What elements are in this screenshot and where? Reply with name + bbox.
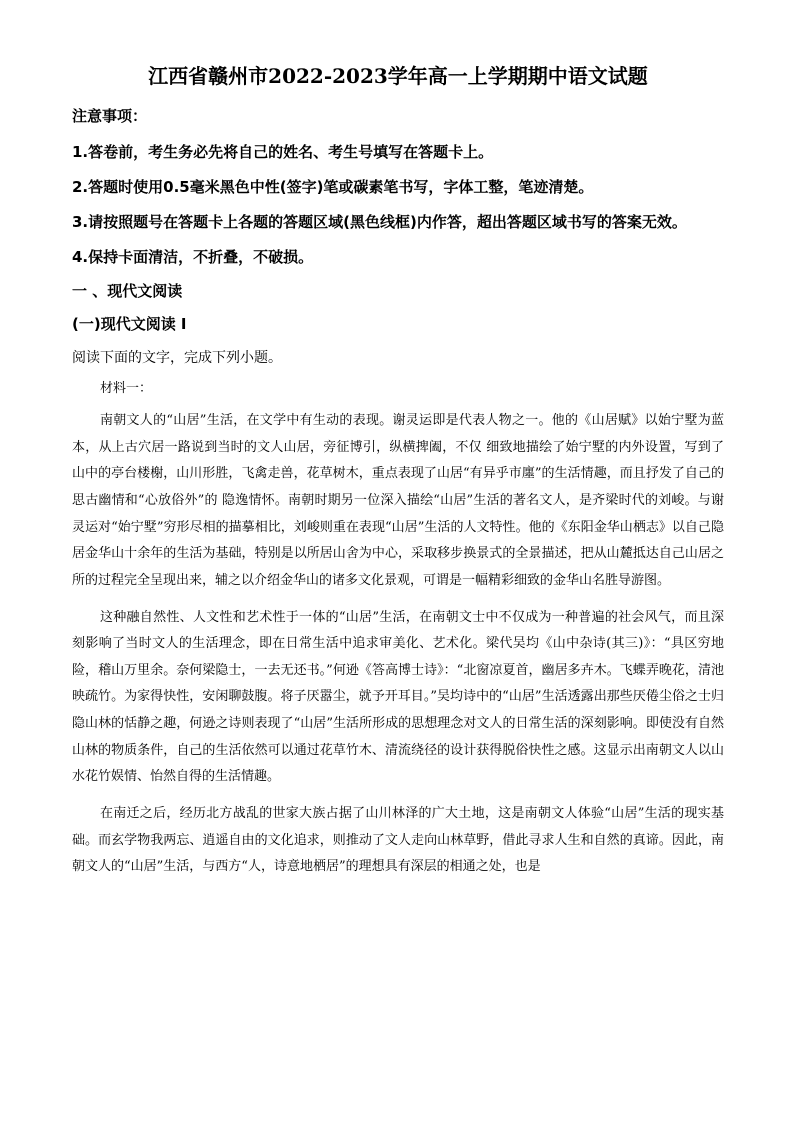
notice-item-1: 1.答卷前，考生务必先将自己的姓名、考生号填写在答题卡上。: [72, 142, 494, 161]
notice-item-2: 2.答题时使用0.5毫米黑色中性(签字)笔或碳素笔书写，字体工整，笔迹清楚。: [72, 177, 594, 196]
subsection-heading: (一)现代文阅读 I: [72, 315, 187, 333]
page-title: 江西省赣州市2022-2023学年高一上学期期中语文试题: [148, 64, 648, 88]
paragraph-3: 在南迁之后，经历北方战乱的世家大族占据了山川林泽的广大土地，这是南朝文人体验“山居”生活的现实基础。而玄学物我两忘、逍遥自由的文化追求，则推动了文人走向山林草野，借此寻求人生和自然的真谛。因此，南朝文人的“山居”生活，与西方“人，诗意地栖居”的理想具有深层的相通之处，也是: [72, 806, 724, 875]
paragraph-2: 这种融自然性、人文性和艺术性于一体的“山居”生活，在南朝文士中不仅成为一种普遍的社会风气，而且深刻影响了当时文人的生活理念，即在日常生活中追求审美化、艺术化。梁代吴均《山中杂诗(其三)》：“具区穷地险，稽山万里余。奈何梁隐士，一去无还书。”何逊《答高博士诗》：“北窗凉夏首，幽居多卉木。飞蝶弄晚花，清池映疏竹。为家得快性，安闲聊鼓腹。将子厌嚣尘，就予开耳目。”吴均诗中的“山居”生活透露出那些厌倦尘俗之士归隐山林的恬静之趣，何逊之诗则表现了“山居”生活所形成的思想理念对文人的日常生活的深刻影响。即使没有自然山林的物质条件，自己的生活依然可以通过花草竹木、清流绕径的设计获得脱俗快性之感。这显示出南朝文人以山水花竹娱情、怡然自得的生活情趣。: [72, 609, 724, 785]
exam-page: [72, 62, 724, 891]
reading-instruction: 阅读下面的文字，完成下列小题。: [72, 349, 282, 366]
notice-item-3: 3.请按照题号在答题卡上各题的答题区域(黑色线框)内作答，超出答题区域书写的答案无效。: [72, 213, 687, 231]
notice-item-4: 4.保持卡面清洁，不折叠，不破损。: [72, 248, 314, 267]
material-label: 材料一：: [100, 380, 153, 396]
section-heading: 一 、现代文阅读: [72, 281, 183, 300]
notice-heading: 注意事项：: [72, 107, 148, 125]
paragraph-1: 南朝文人的“山居”生活，在文学中有生动的表现。谢灵运即是代表人物之一。他的《山居赋》以始宁墅为蓝本，从上古穴居一路说到当时的文人山居，旁征博引，纵横捭阖，不仅 细致地描绘了始宁墅的内外设置，写到了山中的亭台楼榭，山川形胜，飞禽走兽，花草树木，重点表现了山居“有异乎市廛”的生活情趣，而且抒发了自己的思古幽情和“心放俗外”的 隐逸情怀。南朝时期另一位深入描绘“山居”生活的著名文人，是齐梁时代的刘峻。与谢灵运对“始宁墅”穷形尽相的描摹相比，刘峻则重在表现“山居”生活的人文特性。他的《东阳金华山栖志》以自己隐居金华山十余年的生活为基础，特别是以所居山舍为中心，采取移步换景式的全景描述，把从山麓抵达自己山居之所的过程完全呈现出来，辅之以介绍金华山的诸多文化景观，可谓是一幅精彩细致的金华山名胜导游图。: [72, 413, 724, 588]
